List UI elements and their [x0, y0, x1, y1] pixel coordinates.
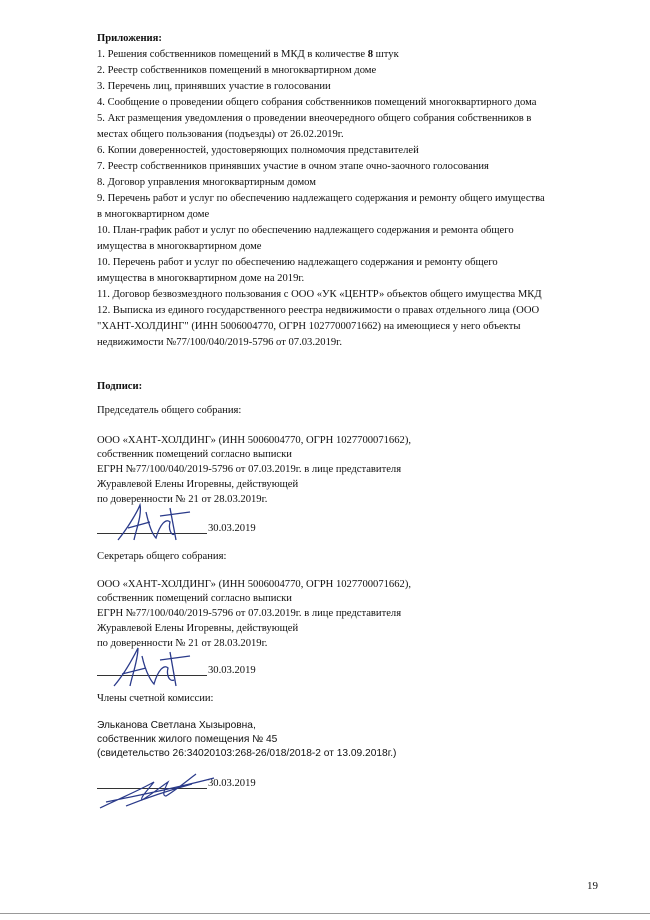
secretary-line-1: ООО «ХАНТ-ХОЛДИНГ» (ИНН 5006004770, ОГРН 1027700071662), — [97, 579, 411, 590]
attachment-item-4: 4. Сообщение о проведении общего собрания собственников помещений многоквартирного дома — [97, 97, 537, 108]
chairman-signature — [110, 500, 200, 545]
attachment-item-8: 8. Договор управления многоквартирным домом — [97, 177, 316, 188]
attachment-item-12-cont2: недвижимости №77/100/040/2019-5796 от 07.03.2019г. — [97, 337, 342, 348]
attachment-item-3: 3. Перечень лиц, принявших участие в голосовании — [97, 81, 331, 92]
chairman-line-4: Журавлевой Елены Игоревны, действующей — [97, 479, 299, 490]
chairman-line-2: собственник помещений согласно выписки — [97, 449, 292, 460]
attachment-item-7: 7. Реестр собственников принявших участие в очном этапе очно-заочного голосования — [97, 161, 489, 172]
attachment-item-10a-cont: имущества в многоквартирном доме — [97, 241, 262, 252]
attachment-item-1: 1. Решения собственников помещений в МКД в количестве 8 штук — [97, 49, 399, 60]
commission-line-1: Эльканова Светлана Хызыровна, — [97, 720, 256, 731]
attachment-item-9-cont: в многоквартирном доме — [97, 209, 210, 220]
attachment-item-10b-cont: имущества в многоквартирном доме на 2019г. — [97, 273, 305, 284]
attachment-item-10a: 10. План-график работ и услуг по обеспечению надлежащего содержания и ремонта общего — [97, 225, 514, 236]
chairman-date: 30.03.2019 — [208, 523, 256, 534]
commission-role: Члены счетной комиссии: — [97, 693, 214, 704]
attachment-item-5-cont: местах общего пользования (подъезды) от 26.02.2019г. — [97, 129, 344, 140]
footer-divider — [0, 913, 650, 914]
attachment-item-11: 11. Договор безвозмездного пользования с ООО «УК «ЦЕНТР» объектов общего имущества МКД — [97, 289, 542, 300]
signatures-heading: Подписи: — [97, 381, 143, 392]
commission-signature — [96, 768, 226, 813]
secretary-line-2: собственник помещений согласно выписки — [97, 593, 292, 604]
page-number: 19 — [587, 880, 598, 892]
secretary-line-3: ЕГРН №77/100/040/2019-5796 от 07.03.2019г. в лице представителя — [97, 608, 402, 619]
attachment-item-12: 12. Выписка из единого государственного реестра недвижимости о правах отдельного лица (ООО — [97, 305, 540, 316]
attachment-item-2: 2. Реестр собственников помещений в многоквартирном доме — [97, 65, 377, 76]
attachment-item-12-cont1: "ХАНТ-ХОЛДИНГ" (ИНН 5006004770, ОГРН 1027700071662) на имеющиеся у него объекты — [97, 321, 521, 332]
chairman-line-3: ЕГРН №77/100/040/2019-5796 от 07.03.2019г. в лице представителя — [97, 464, 402, 475]
secretary-signature — [108, 642, 198, 692]
secretary-line-4: Журавлевой Елены Игоревны, действующей — [97, 623, 299, 634]
chairman-line-5: по доверенности № 21 от 28.03.2019г. — [97, 494, 268, 505]
chairman-role: Председатель общего собрания: — [97, 405, 242, 416]
commission-line-3: (свидетельство 26:34020103:268-26/018/2018-2 от 13.09.2018г.) — [97, 748, 397, 759]
attachment-item-9: 9. Перечень работ и услуг по обеспечению надлежащего содержания и ремонту общего имущества — [97, 193, 545, 204]
attachment-item-6: 6. Копии доверенностей, удостоверяющих полномочия представителей — [97, 145, 419, 156]
commission-line-2: собственник жилого помещения № 45 — [97, 734, 278, 745]
attachment-item-10b: 10. Перечень работ и услуг по обеспечению надлежащего содержания и ремонту общего — [97, 257, 498, 268]
attachment-item-5: 5. Акт размещения уведомления о проведении внеочередного общего собрания собственников в — [97, 113, 532, 124]
secretary-line-5: по доверенности № 21 от 28.03.2019г. — [97, 638, 268, 649]
chairman-line-1: ООО «ХАНТ-ХОЛДИНГ» (ИНН 5006004770, ОГРН 1027700071662), — [97, 435, 411, 446]
secretary-role: Секретарь общего собрания: — [97, 551, 227, 562]
commission-date: 30.03.2019 — [208, 778, 256, 789]
attachments-heading: Приложения: — [97, 33, 162, 44]
secretary-date: 30.03.2019 — [208, 665, 256, 676]
